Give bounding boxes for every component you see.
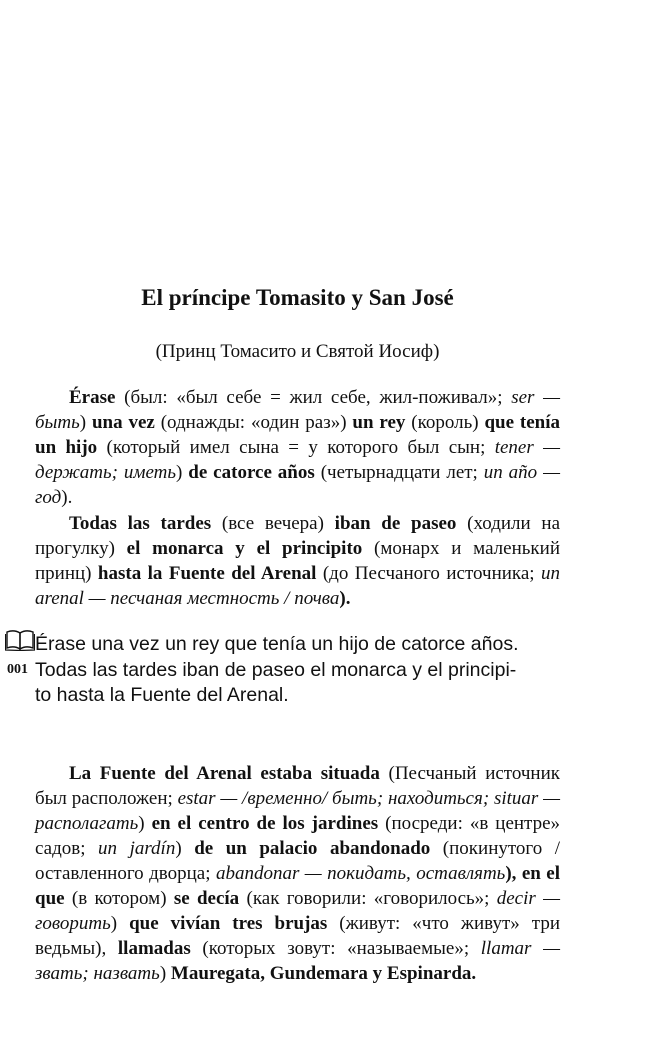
para3-run: que vivían tres brujas: [129, 913, 328, 934]
para1-run: ).: [61, 487, 73, 508]
para3-run: se decía: [173, 888, 240, 909]
track-number: 001: [7, 662, 28, 677]
paragraph-2: [35, 511, 560, 611]
para2-run: iban de paseo: [334, 513, 457, 534]
para2-run: el monarca y el principito: [126, 538, 363, 559]
para3-run: (Песчаный источник был расположен;: [35, 763, 560, 809]
para2-run: hasta la Fuente del Arenal: [97, 563, 317, 584]
para1-run: ): [79, 412, 92, 433]
para3-run: ),: [505, 863, 522, 884]
para3-run: en el que: [35, 863, 560, 909]
para1-run: un año — год: [35, 462, 560, 508]
para3-run: ): [159, 963, 171, 984]
paragraph-1: [35, 385, 560, 510]
para1-run: (который имел сына = у которого был сын;: [97, 437, 495, 458]
para1-run: Érase: [69, 387, 116, 408]
para1-run: un rey: [352, 412, 406, 433]
para1-run: (однажды: «один раз»): [154, 412, 353, 433]
page-title: El príncipe Tomasito y San José: [141, 285, 454, 310]
open-book-icon: [5, 629, 35, 651]
para2-run: ).: [339, 588, 351, 609]
para3-run: (покинутого / оставленного дворца;: [35, 838, 561, 884]
para1-run: (четырнадцати лет;: [314, 462, 484, 483]
para1-run: (король): [405, 412, 485, 433]
para2-run: (все вечера): [211, 513, 335, 534]
para3-run: ): [110, 913, 130, 934]
para3-run: (посреди: «в центре» садов;: [35, 813, 561, 859]
para3-run: de un palacio abandonado: [194, 838, 431, 859]
reading-line-3: to hasta la Fuente del Arenal.: [35, 684, 289, 706]
para1-run: tener — держать; иметь: [35, 437, 560, 483]
para2-run: (ходили на прогулку): [35, 513, 560, 559]
para1-run: (был: «был себе = жил себе, жил-поживал»;: [115, 387, 512, 408]
para2-run: (до Песчаного источника;: [316, 563, 541, 584]
para3-run: Mauregata, Gundemara y Espinarda.: [170, 963, 477, 984]
para1-run: que tenía un hijo: [35, 412, 560, 458]
para3-run: (живут: «что живут» три ведьмы),: [35, 913, 561, 959]
para1-run: una vez: [91, 412, 155, 433]
para3-run: llamadas: [117, 938, 191, 959]
para3-run: ): [175, 838, 195, 859]
para3-run: estar — /временно/ быть; находиться; situar — располагать: [35, 788, 560, 834]
para3-run: en el centro de los jardines: [151, 813, 379, 834]
para1-run: ): [176, 462, 189, 483]
reading-line-1: Érase una vez un rey que tenía un hijo de catorce años.: [35, 633, 519, 655]
para3-run: abandonar — покидать, оставлять: [215, 863, 506, 884]
reading-line-2: Todas las tardes iban de paseo el monarca y el principi-: [35, 658, 517, 681]
para2-run: (монарх и маленький принц): [35, 538, 560, 584]
para3-run: llamar — звать; назвать: [35, 938, 560, 984]
para1-run: ser — быть: [35, 387, 560, 433]
para3-run: (как говорили: «говорилось»;: [239, 888, 497, 909]
para3-run: ): [138, 813, 152, 834]
para3-run: (которых зовут: «называемые»;: [190, 938, 481, 959]
para3-run: un jardín: [98, 838, 176, 859]
para3-run: decir — говорить: [35, 888, 560, 934]
para2-run: un arenal — песчаная местность / почва: [35, 563, 560, 609]
para2-run: Todas las tardes: [69, 513, 212, 534]
page-subtitle: (Принц Томасито и Святой Иосиф): [155, 341, 440, 362]
paragraph-3: [35, 761, 560, 986]
reading-text: [35, 632, 575, 709]
para3-run: La Fuente del Arenal estaba situada: [69, 763, 380, 784]
para3-run: (в котором): [64, 888, 174, 909]
para1-run: de catorce años: [188, 462, 315, 483]
